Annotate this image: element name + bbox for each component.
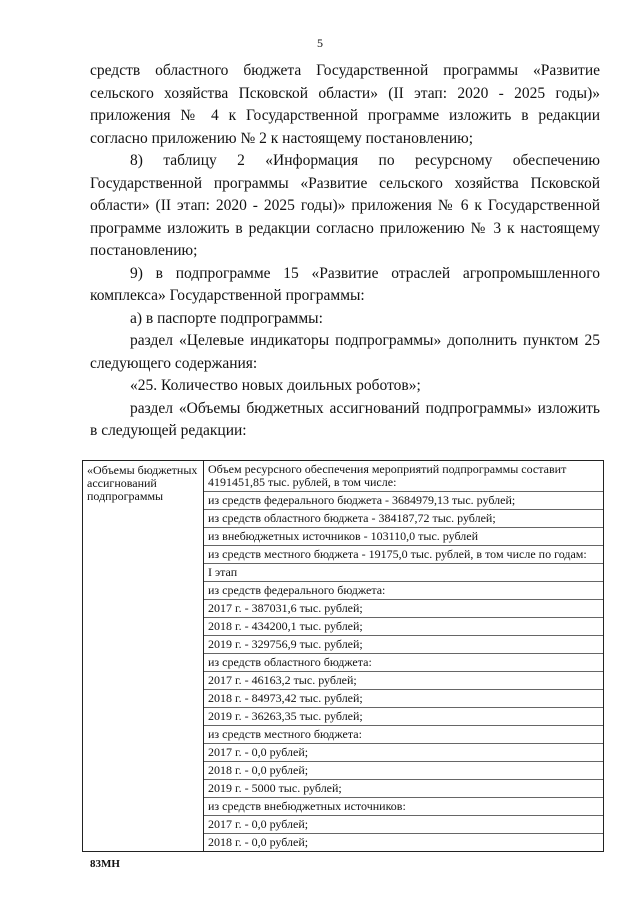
paragraph-item-8: 8) таблицу 2 «Информация по ресурсному обеспечению Государственной программы «Развитие сельского хозяйства Псковской области» (II этап: 2020 - 2025 годы)» приложения № 6 к Государственной программе изложить в редакции согласно приложению № 3 к настоящему постановлению; [90,152,600,259]
paragraph-target-indicators: раздел «Целевые индикаторы подпрограммы» дополнить пунктом 25 следующего содержания: [90,332,600,372]
table-content-cell [204,461,604,852]
table-line: из средств местного бюджета: [204,726,603,744]
document-body [90,60,600,443]
table-line: 2019 г. - 36263,35 тыс. рублей; [204,708,603,726]
page-number: 5 [317,36,323,50]
table-line: 2018 г. - 434200,1 тыс. рублей; [204,618,603,636]
table-line: из средств областного бюджета: [204,654,603,672]
table-line: 2017 г. - 46163,2 тыс. рублей; [204,672,603,690]
table-line: 2019 г. - 329756,9 тыс. рублей; [204,636,603,654]
document-code: 83МН [90,858,120,870]
paragraph-budget-appendix-4: средств областного бюджета Государственной программы «Развитие сельского хозяйства Псковской области» (II этап: 2020 - 2025 годы)» приложения № 4 к Государственной программе изложить в редакции согласно приложению № 2 к настоящему постановлению; [90,62,600,147]
table-line: из средств местного бюджета - 19175,0 тыс. рублей, в том числе по годам: [204,546,603,564]
paragraph-item-a: а) в паспорте подпрограммы: [130,309,323,327]
table-line: I этап [204,564,603,582]
table-line: 2017 г. - 0,0 рублей; [204,816,603,834]
table-line: 2018 г. - 0,0 рублей; [204,762,603,780]
table-line: из средств внебюджетных источников: [204,798,603,816]
table-line: 2018 г. - 0,0 рублей; [208,835,309,849]
paragraph-item-9: 9) в подпрограмме 15 «Развитие отраслей агропромышленного комплекса» Государственной программы: [90,264,600,304]
table-line: 2017 г. - 0,0 рублей; [204,744,603,762]
paragraph-item-25: «25. Количество новых доильных роботов»; [130,377,421,394]
table-line: из внебюджетных источников - 103110,0 тыс. рублей [204,528,603,546]
budget-allocations-table [82,460,604,852]
paragraph-budget-section: раздел «Объемы бюджетных ассигнований подпрограммы» изложить в следующей редакции: [90,399,600,439]
table-line: 2018 г. - 84973,42 тыс. рублей; [204,690,603,708]
table-label-cell: «Объемы бюджетных ассигнований подпрограммы [83,461,204,852]
table-line: Объем ресурсного обеспечения мероприятий подпрограммы составит 4191451,85 тыс. рублей, в том числе: [204,461,603,492]
table-line: 2017 г. - 387031,6 тыс. рублей; [204,600,603,618]
table-line: из средств федерального бюджета - 3684979,13 тыс. рублей; [204,492,603,510]
table-row [83,461,604,852]
table-line: 2019 г. - 5000 тыс. рублей; [204,780,603,798]
table-line: из средств областного бюджета - 384187,72 тыс. рублей; [204,510,603,528]
table-line: из средств федерального бюджета: [204,582,603,600]
